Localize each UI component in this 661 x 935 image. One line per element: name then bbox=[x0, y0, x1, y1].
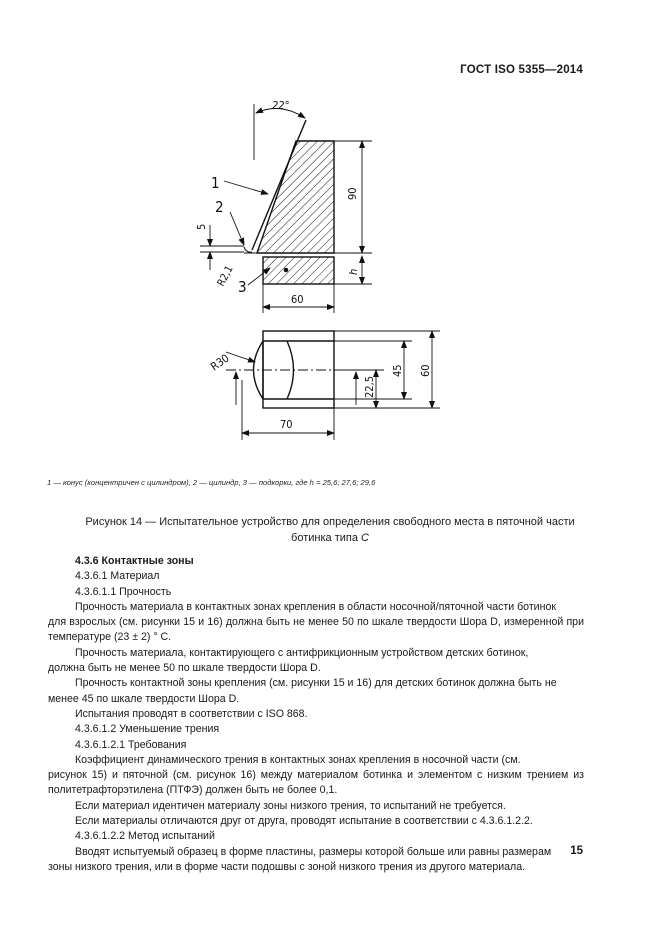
subsection-strength: 4.3.6.1.1 Прочность bbox=[75, 585, 172, 598]
paragraph-6: Если материал идентичен материалу зоны низкого трения, то испытаний не требуется. bbox=[75, 799, 506, 812]
paragraph-7: Если материалы отличаются друг от друга, проводят испытание в соответствии с 4.3.6.1.2.2. bbox=[75, 815, 533, 828]
paragraph-2-first: Прочность материала, контактирующего с антифрикционным устройством детских ботинок, bbox=[75, 646, 529, 659]
dim-r21: R2,1 bbox=[215, 263, 236, 289]
paragraph-3-first: Прочность контактной зоны крепления (см. рисунки 15 и 16) для детских ботинок должна быть не bbox=[75, 677, 557, 690]
dim-5: 5 bbox=[195, 223, 208, 230]
dim-r30: R30 bbox=[208, 351, 232, 374]
caption-line-1: Рисунок 14 — Испытательное устройство для определения свободного места в пяточной части bbox=[85, 516, 575, 528]
subsection-friction: 4.3.6.1.2 Уменьшение трения bbox=[75, 723, 220, 736]
paragraph-3-rest: менее 45 по шкале твердости Шора D. bbox=[48, 692, 240, 705]
document-header: ГОСТ ISO 5355—2014 bbox=[460, 64, 583, 76]
paragraph-5-rest: рисунок 15) и пяточной (см. рисунок 16) между материалом ботинка и элементом с низким трением из политетрафторэтилена (ПТФЭ) должен быть не более 0,1. bbox=[48, 769, 584, 797]
callout-3: 3 bbox=[238, 278, 247, 296]
dim-22-5: 22,5 bbox=[363, 375, 376, 398]
paragraph-1-first: Прочность материала в контактных зонах крепления в области носочной/пяточной части ботинок bbox=[75, 600, 556, 613]
dim-h: h bbox=[347, 268, 360, 275]
angle-label: 22° bbox=[272, 99, 290, 112]
paragraph-8-first: Вводят испытуемый образец в форме пластины, размеры которой больше или равны размерам bbox=[75, 845, 552, 858]
caption-line-2: ботинка типа C bbox=[291, 532, 369, 544]
dim-60-bottom: 60 bbox=[291, 293, 304, 306]
paragraph-4: Испытания проводят в соответствии с ISO 868. bbox=[75, 707, 308, 720]
subsection-requirements: 4.3.6.1.2.1 Требования bbox=[75, 738, 187, 751]
paragraph-2-rest: должна быть не менее 50 по шкале твердости Шора D. bbox=[48, 662, 321, 675]
figure-legend: 1 — конус (концентричен с цилиндром), 2 — цилиндр, 3 — подкорки, где h = 25,6; 27,6; 29,6 bbox=[47, 478, 376, 487]
section-heading: 4.3.6 Контактные зоны bbox=[75, 555, 194, 567]
callout-2: 2 bbox=[215, 198, 224, 216]
figure-caption bbox=[60, 514, 600, 546]
dim-70: 70 bbox=[280, 418, 293, 431]
page-number: 15 bbox=[570, 845, 583, 857]
block-section bbox=[263, 257, 334, 284]
lower-view bbox=[254, 331, 335, 408]
boot-type: C bbox=[361, 532, 369, 544]
dim-45: 45 bbox=[391, 364, 404, 377]
cone-section bbox=[257, 141, 334, 253]
paragraph-1-rest: для взрослых (см. рисунки 15 и 16) должна быть не менее 50 по шкале твердости Шора D, измеренной при температуре (23 ± 2) ° С. bbox=[48, 616, 584, 644]
subsection-material: 4.3.6.1 Материал bbox=[75, 570, 160, 583]
body-text bbox=[48, 554, 584, 875]
dim-90: 90 bbox=[346, 187, 359, 200]
paragraph-8-rest: зоны низкого трения, или в форме части подошвы с зоной низкого трения из другого материала. bbox=[48, 860, 526, 873]
paragraph-5-first: Коэффициент динамического трения в контактных зонах крепления в носочной части (см. bbox=[75, 753, 521, 766]
callout-1: 1 bbox=[211, 174, 220, 192]
subsection-test-method: 4.3.6.1.2.2 Метод испытаний bbox=[75, 830, 215, 843]
dim-60-side: 60 bbox=[419, 364, 432, 377]
